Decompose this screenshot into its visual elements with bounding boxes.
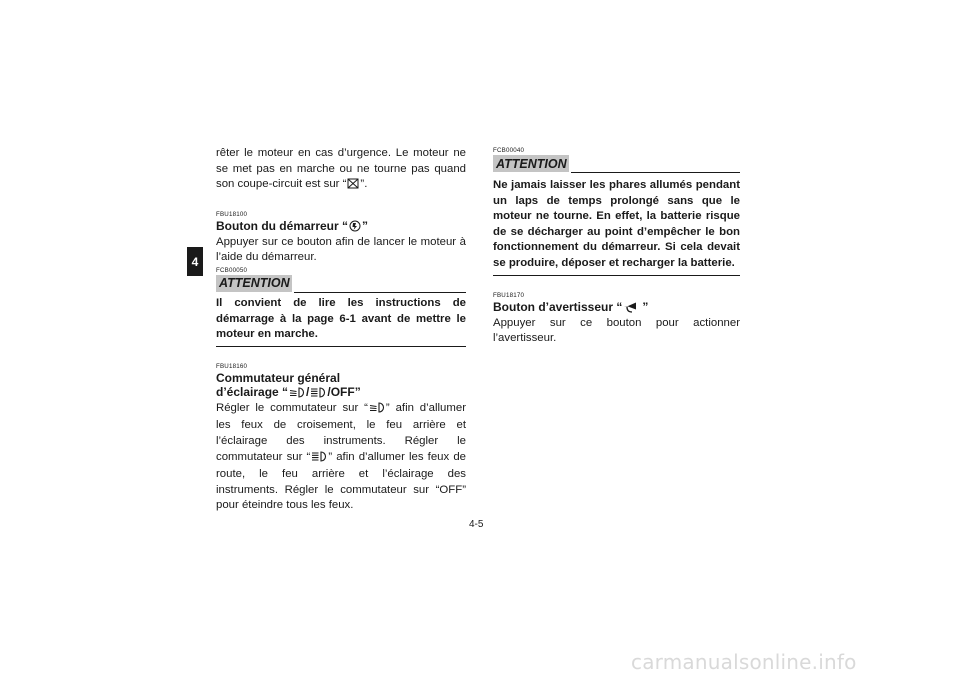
low-beam-icon: [289, 387, 305, 401]
lights-body: Régler le commutateur sur “ ” afin d’allumer les feux de croisement, le feu arrière et l’éclairage des instruments. Régler le commutateur sur “ ” afin d’allumer les feux de route, le feu arrière et l’éclairage des instruments. Régler le commutateur sur “OFF” pour éteindre tous les feux.: [216, 401, 466, 512]
section-title-starter: Bouton du démarreur “ ”: [216, 218, 369, 233]
section-code: FBU18170: [493, 291, 525, 299]
attention-text: Ne jamais laisser les phares allumés pendant un laps de temps prolongé sans que le moteur ne tourne. En effet, la batterie risque de se décharger au point d’empêcher le bon fonctionnement du démarreur. Si cela devait se produire, déposer et recharger la batterie.: [493, 179, 740, 269]
attention-code: FCB00040: [493, 147, 525, 154]
engine-stop-icon: [347, 178, 359, 195]
low-beam-icon: [369, 402, 385, 419]
intro-paragraph: rêter le moteur en cas d’urgence. Le moteur ne se met pas en marche ou ne tourne pas quand son coupe-circuit est sur “ ”.: [216, 146, 466, 195]
attention-label: ATTENTION: [216, 275, 292, 292]
starter-icon: [349, 220, 361, 235]
attention-label: ATTENTION: [493, 155, 569, 172]
section-title-lights: Commutateur général: [216, 370, 341, 385]
section-title-lights-2: d’éclairage “ / /OFF”: [216, 384, 361, 399]
attention-header: [216, 275, 466, 293]
attention-code: FCB00050: [216, 266, 248, 274]
divider: [294, 292, 466, 293]
attention-header: [493, 155, 740, 173]
chapter-tab: 4: [187, 247, 203, 276]
high-beam-icon: [310, 387, 326, 401]
horn-body: Appuyer sur ce bouton pour actionner l’avertisseur.: [493, 316, 740, 345]
left-column: [216, 146, 466, 514]
divider: [571, 172, 740, 173]
section-code: FBU18100: [216, 210, 248, 218]
right-column: [493, 147, 740, 347]
watermark: carmanualsonline.info: [631, 650, 857, 674]
starter-body: Appuyer sur ce bouton afin de lancer le moteur à l’aide du démarreur.: [216, 235, 466, 264]
high-beam-icon: [311, 451, 327, 468]
section-code: FBU18160: [216, 362, 248, 370]
horn-icon: [623, 302, 641, 316]
section-title-horn: Bouton d’avertisseur “ ”: [493, 299, 649, 314]
page-number: 4-5: [469, 519, 484, 530]
attention-text: Il convient de lire les instructions de démarrage à la page 6-1 avant de mettre le moteur en marche.: [216, 296, 466, 341]
